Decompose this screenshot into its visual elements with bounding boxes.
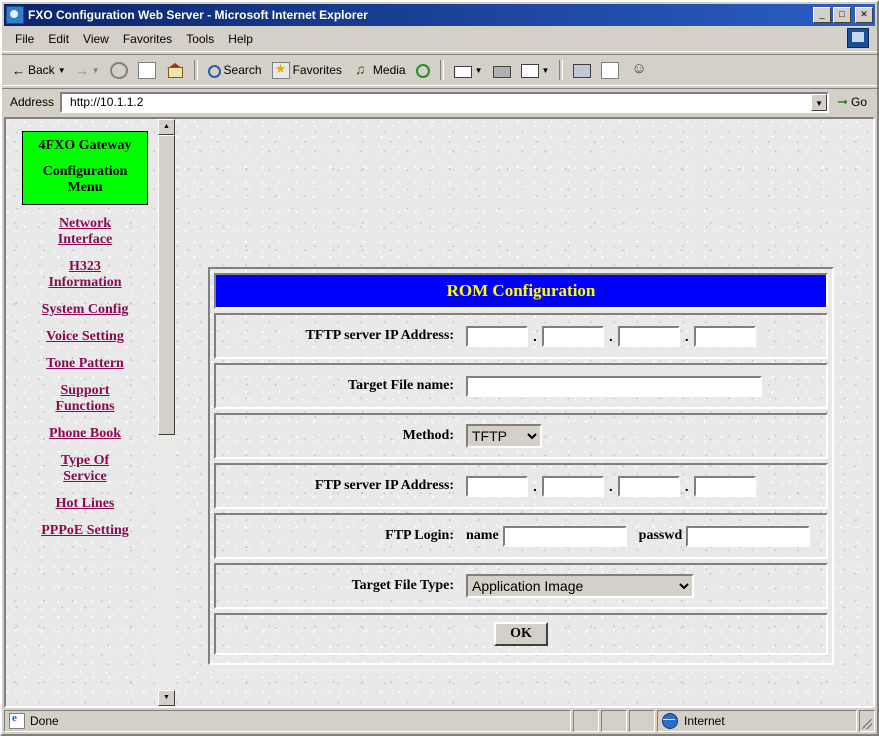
- menu-bar: [2, 26, 877, 51]
- media-label: Media: [372, 63, 406, 77]
- sidebar-item-phone-book[interactable]: [22, 426, 148, 442]
- globe-icon: [662, 713, 678, 729]
- security-zone-label: Internet: [684, 714, 725, 728]
- sidebar-item-label: Phone Book: [49, 426, 121, 441]
- status-slot-2: [601, 710, 627, 732]
- ftp-name-input[interactable]: [503, 526, 627, 547]
- menu-item-edit[interactable]: Edit: [48, 32, 70, 46]
- menu-item-tools[interactable]: Tools: [186, 32, 215, 46]
- search-button[interactable]: [204, 61, 266, 80]
- ftp-ip-dot-1: .: [533, 478, 537, 494]
- tftp-ip-octet-3[interactable]: [618, 326, 680, 347]
- target-file-label: Target File name:: [347, 378, 454, 393]
- media-note-icon: [352, 62, 370, 79]
- close-button[interactable]: ✕: [855, 7, 873, 23]
- navigation-toolbar: [2, 55, 877, 85]
- maximize-button[interactable]: □: [833, 7, 851, 23]
- status-text: Done: [30, 714, 59, 728]
- discuss-icon: [573, 64, 591, 78]
- sidebar-item-hot-lines[interactable]: [22, 496, 148, 512]
- status-slot-1: [573, 710, 599, 732]
- home-button[interactable]: [162, 60, 188, 81]
- ftp-ip-dot-2: .: [608, 478, 613, 494]
- chevron-down-icon-mail[interactable]: ▼: [474, 65, 483, 75]
- ftp-ip-octet-4[interactable]: [694, 476, 756, 497]
- ftp-ip-octet-2[interactable]: [542, 476, 604, 497]
- ip-dot-1: .: [533, 328, 537, 344]
- sidebar-item-label-2: Functions: [55, 399, 115, 414]
- mail-icon: [454, 66, 472, 78]
- toolbar-divider-3: [559, 60, 563, 80]
- address-bar: [2, 89, 877, 117]
- sidebar-item-system-config[interactable]: [22, 302, 148, 318]
- forward-button[interactable]: [72, 61, 104, 80]
- research-button[interactable]: [597, 60, 623, 81]
- chevron-down-icon-edit[interactable]: ▼: [541, 65, 550, 75]
- minimize-button[interactable]: _: [813, 7, 831, 23]
- window-title: FXO Configuration Web Server - Microsoft Internet Explorer: [28, 8, 368, 22]
- edit-button[interactable]: [517, 60, 554, 80]
- history-icon: [416, 64, 430, 78]
- ie-document-icon: [9, 713, 25, 729]
- row-tftp-server-ip: [214, 313, 828, 359]
- messenger-icon: [629, 62, 647, 79]
- favorites-star-icon: [272, 62, 290, 79]
- sidebar-title: 4FXO Gateway: [38, 138, 132, 153]
- sidebar-item-tone-pattern[interactable]: [22, 356, 148, 372]
- sidebar-item-network-interface[interactable]: [22, 216, 148, 248]
- sidebar-item-label: H323: [69, 259, 101, 274]
- edit-icon: [521, 64, 539, 78]
- go-arrow-icon: ➞: [837, 94, 848, 109]
- scroll-down-button[interactable]: ▼: [158, 690, 175, 706]
- arrow-right-icon: →: [75, 62, 89, 78]
- sidebar-item-label: Support: [60, 383, 110, 398]
- sidebar-item-label: Hot Lines: [55, 496, 115, 511]
- sidebar-item-label: System Config: [41, 302, 129, 317]
- page-viewport: [4, 117, 875, 708]
- method-label: Method:: [402, 428, 454, 443]
- target-type-label: Target File Type:: [351, 578, 454, 593]
- tftp-ip-octet-2[interactable]: [542, 326, 604, 347]
- stop-icon: [110, 62, 128, 79]
- sidebar-item-label: Tone Pattern: [46, 356, 124, 371]
- ok-button[interactable]: OK: [494, 622, 548, 646]
- ip-dot-3: .: [684, 328, 689, 344]
- ftp-login-label: FTP Login:: [385, 528, 454, 543]
- address-input[interactable]: [62, 94, 811, 111]
- security-zone[interactable]: [657, 710, 857, 732]
- tftp-ip-octet-1[interactable]: [466, 326, 528, 347]
- favorites-button[interactable]: [268, 60, 346, 81]
- row-submit: [214, 613, 828, 655]
- ftp-ip-dot-3: .: [684, 478, 689, 494]
- back-button[interactable]: [8, 61, 70, 80]
- print-button[interactable]: [489, 61, 515, 80]
- ftp-ip-octet-3[interactable]: [618, 476, 680, 497]
- sidebar-subtitle-line1: Configuration: [42, 164, 128, 179]
- row-method: [214, 413, 828, 459]
- title-bar: [4, 4, 875, 26]
- stop-button[interactable]: [106, 60, 132, 81]
- refresh-button[interactable]: [134, 60, 160, 81]
- status-bar: [4, 710, 875, 732]
- tftp-ip-octet-4[interactable]: [694, 326, 756, 347]
- page-content: [6, 119, 873, 706]
- favorites-label: Favorites: [292, 63, 342, 77]
- menu-item-file[interactable]: File: [15, 32, 35, 46]
- row-ftp-login: [214, 513, 828, 559]
- row-ftp-server-ip: [214, 463, 828, 509]
- arrow-left-icon: ←: [12, 62, 25, 78]
- back-label: Back: [28, 63, 55, 77]
- target-file-input[interactable]: [466, 376, 762, 397]
- ftp-passwd-label: passwd: [638, 528, 683, 543]
- sidebar-item-label-2: Information: [48, 275, 122, 290]
- sidebar-item-label: Type Of: [60, 453, 110, 468]
- chevron-down-icon-forward[interactable]: ▼: [91, 65, 100, 75]
- ftp-passwd-input[interactable]: [686, 526, 810, 547]
- search-label: Search: [223, 63, 262, 77]
- address-dropdown-button[interactable]: ▼: [811, 94, 827, 111]
- research-icon: [601, 62, 619, 79]
- sidebar-item-type-of-service[interactable]: [22, 453, 148, 485]
- window-controls: [813, 7, 873, 23]
- menu-item-favorites[interactable]: Favorites: [122, 32, 173, 46]
- messenger-button[interactable]: [625, 60, 651, 81]
- sidebar-item-label: Voice Setting: [46, 329, 124, 344]
- scrollbar-track[interactable]: [158, 135, 175, 690]
- row-target-file-name: [214, 363, 828, 409]
- sidebar-item-label: PPPoE Setting: [41, 523, 129, 538]
- status-message: [4, 710, 571, 732]
- sidebar-subtitle-line2: Menu: [67, 180, 103, 195]
- sidebar-item-support-functions[interactable]: [22, 383, 148, 415]
- search-icon: [208, 65, 221, 78]
- history-button[interactable]: [412, 60, 434, 80]
- ip-dot-2: .: [608, 328, 613, 344]
- home-icon: [166, 62, 184, 79]
- row-target-file-type: [214, 563, 828, 609]
- toolbar-divider-1: [194, 60, 198, 80]
- address-label: Address: [10, 95, 55, 109]
- mail-button[interactable]: [450, 61, 487, 80]
- go-label: Go: [850, 95, 867, 109]
- sidebar-header: [22, 131, 148, 205]
- resize-grip[interactable]: [859, 710, 875, 732]
- ftp-ip-octet-1[interactable]: [466, 476, 528, 497]
- sidebar-item-pppoe-setting[interactable]: [22, 523, 148, 539]
- scrollbar-thumb[interactable]: [158, 135, 175, 435]
- sidebar-item-voice-setting[interactable]: [22, 329, 148, 345]
- chevron-down-icon[interactable]: ▼: [57, 65, 66, 75]
- sidebar-item-label: Network: [58, 216, 112, 231]
- go-button[interactable]: [835, 94, 873, 110]
- address-input-wrapper[interactable]: [60, 92, 829, 113]
- menu-item-view[interactable]: View: [83, 32, 109, 46]
- menu-item-help[interactable]: Help: [228, 32, 253, 46]
- sidebar-item-label-2: Service: [63, 469, 107, 484]
- sidebar-item-h323-information[interactable]: [22, 259, 148, 291]
- status-slot-3: [629, 710, 655, 732]
- ftp-name-label: name: [466, 528, 499, 543]
- brand-logo-icon: [847, 28, 869, 48]
- tftp-ip-label: TFTP server IP Address:: [305, 328, 454, 343]
- sidebar-scrollbar[interactable]: [158, 119, 175, 706]
- media-button[interactable]: [348, 60, 410, 81]
- target-file-type-select[interactable]: [466, 574, 694, 598]
- sidebar-item-label-2: Interface: [57, 232, 113, 247]
- print-icon: [493, 66, 511, 78]
- discuss-button[interactable]: [569, 60, 595, 80]
- refresh-icon: [138, 62, 156, 79]
- window-icon: [6, 6, 24, 24]
- method-select[interactable]: [466, 424, 542, 448]
- sidebar-nav: [22, 131, 148, 550]
- toolbar-divider-2: [440, 60, 444, 80]
- panel-heading: ROM Configuration: [214, 273, 828, 309]
- rom-configuration-panel: [208, 267, 834, 665]
- ftp-ip-label: FTP server IP Address:: [314, 478, 454, 493]
- scroll-up-button[interactable]: ▲: [158, 119, 175, 135]
